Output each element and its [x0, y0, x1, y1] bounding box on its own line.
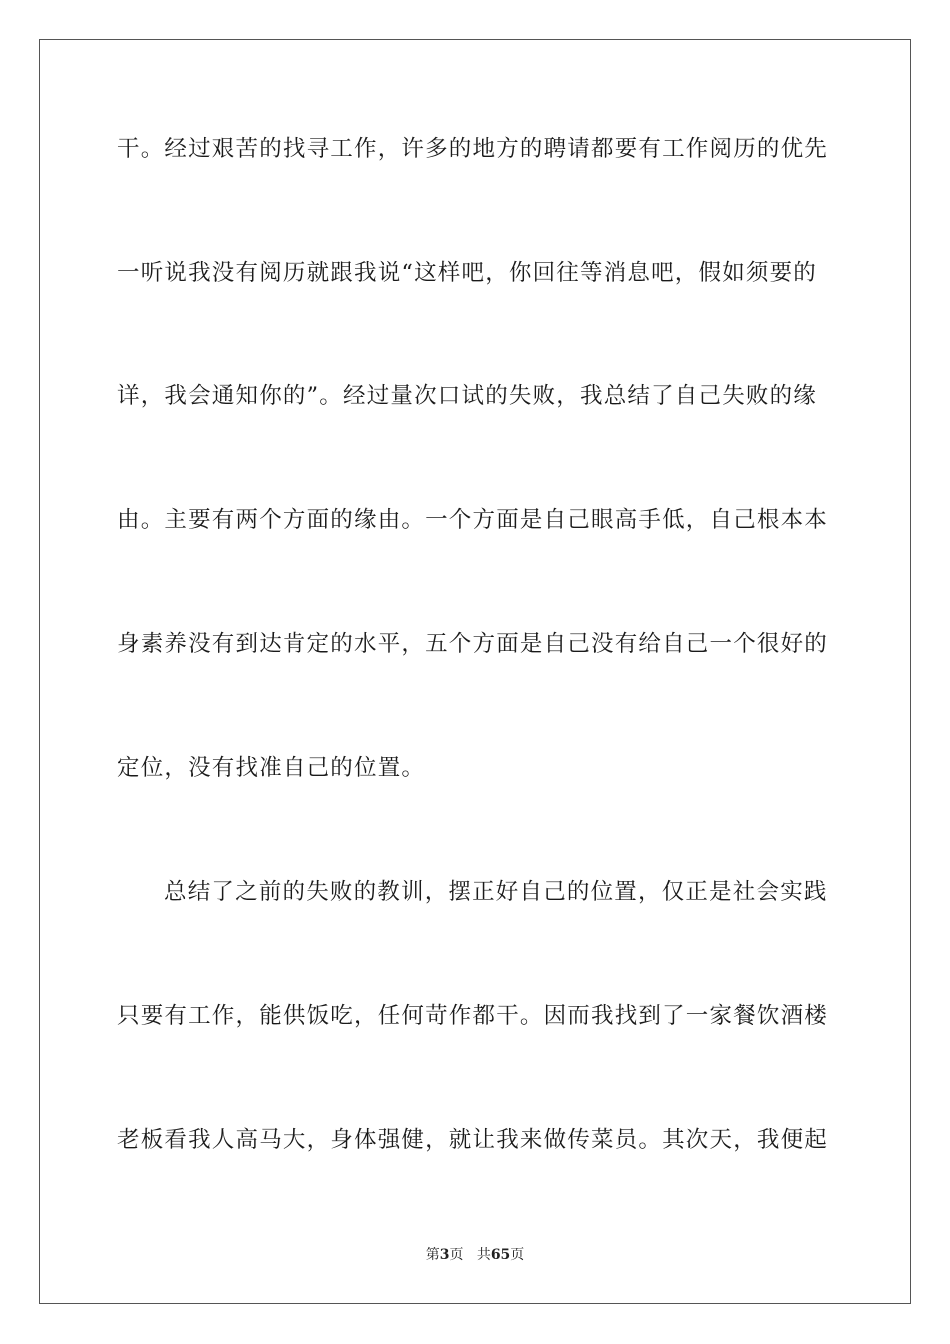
page-label-prefix: 第 [425, 1247, 440, 1263]
text-line: 详，我会通知你的”。经过量次口试的失败，我总结了自己失败的缘 [117, 383, 818, 409]
text-line: 干。经过艰苦的找寻工作，许多的地方的聘请都要有工作阅历的优先 [117, 136, 829, 162]
text-line: 身素养没有到达肯定的水平，五个方面是自己没有给自己一个很好的 [117, 631, 829, 657]
total-label-suffix: 页 [510, 1247, 525, 1263]
page-footer [0, 1246, 950, 1264]
total-label-prefix: 共 [476, 1247, 491, 1263]
total-pages-number: 65 [490, 1247, 511, 1263]
paragraph-first-line: 总结了之前的失败的教训，摆正好自己的位置，仅正是社会实践 [164, 879, 828, 905]
text-line: 定位，没有找准自己的位置。 [117, 755, 426, 781]
text-line: 只要有工作，能供饭吃，任何苛作都干。因而我找到了一家餐饮酒楼 [117, 1003, 829, 1029]
page-border [39, 39, 911, 1304]
current-page-number: 3 [439, 1247, 450, 1263]
text-line: 一听说我没有阅历就跟我说“这样吧，你回往等消息吧，假如须要的 [117, 260, 818, 286]
text-line: 由。主要有两个方面的缘由。一个方面是自己眼高手低，自己根本本 [117, 507, 829, 533]
text-line: 老板看我人高马大，身体强健，就让我来做传菜员。其次天，我便起 [117, 1127, 829, 1153]
page-label-suffix: 页 [449, 1247, 464, 1263]
